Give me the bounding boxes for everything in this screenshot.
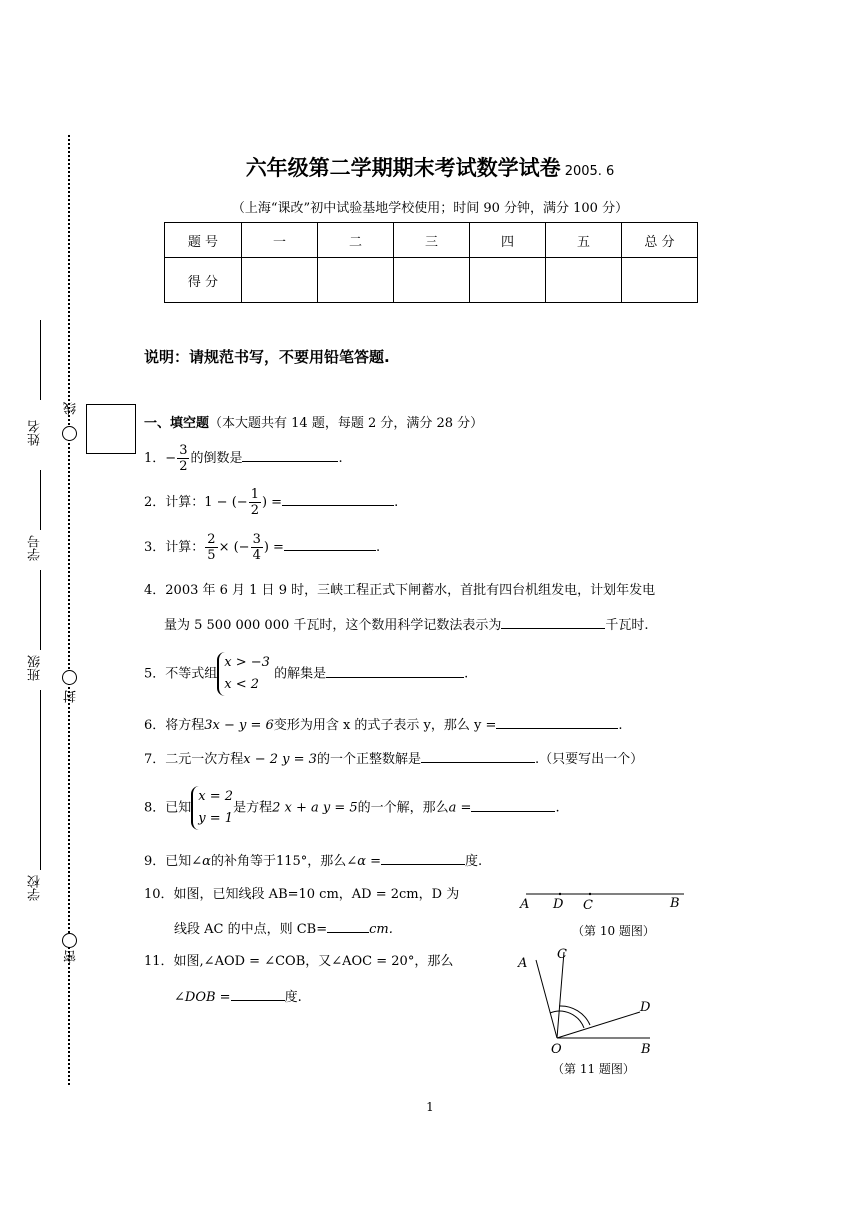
q8-eq-1: x = 2 xyxy=(198,789,234,804)
q5-end: . xyxy=(464,666,469,682)
q8-equation: 2 x + a y = 5 xyxy=(272,800,358,816)
fig10-label-a: A xyxy=(520,897,530,912)
q5-inequality-2: x < 2 xyxy=(224,677,260,692)
q3-numerator-1: 2 xyxy=(207,532,216,547)
section-heading xyxy=(144,412,483,431)
figure-10-segment xyxy=(516,884,696,916)
score-cell[interactable] xyxy=(622,258,698,303)
section-title: 一、填空题 xyxy=(144,416,210,431)
q3-denominator-2: 4 xyxy=(252,548,261,563)
seat-number-box xyxy=(86,404,136,454)
question-1 xyxy=(144,443,343,474)
q5-text: 的解集是 xyxy=(274,666,327,682)
q7-end: .（只要写出一个） xyxy=(534,752,644,767)
name-label: 姓名 xyxy=(28,420,43,446)
q5-inequality-1: x > −3 xyxy=(224,655,270,670)
point-d xyxy=(559,893,561,895)
ray-od xyxy=(557,1012,640,1038)
student-id-label: 学号 xyxy=(28,535,43,561)
score-col-3: 三 xyxy=(394,223,470,258)
class-underline xyxy=(40,570,41,650)
q1-fraction xyxy=(177,443,189,474)
score-row1-label: 题 号 xyxy=(165,223,242,258)
q11-angle: ∠DOB = xyxy=(174,990,231,1005)
question-4-line-2 xyxy=(164,616,649,634)
q1-denominator: 2 xyxy=(179,459,188,474)
score-cell[interactable] xyxy=(470,258,546,303)
q9-end: 度. xyxy=(465,854,483,869)
question-5 xyxy=(144,652,468,696)
fig11-label-a: A xyxy=(518,956,528,971)
q9-number: 9．已知 xyxy=(144,854,192,869)
binding-circle-line xyxy=(62,426,77,441)
q9-value: 115° xyxy=(275,854,308,869)
q7-text: 的一个正整数解是 xyxy=(316,752,421,767)
ray-oc xyxy=(557,952,564,1038)
q9-answer-blank[interactable] xyxy=(381,852,465,865)
fig11-label-o: O xyxy=(551,1042,562,1057)
q9-angle: ∠α xyxy=(191,854,211,869)
q1-text: 的倒数是 xyxy=(190,451,243,466)
q1-answer-blank[interactable] xyxy=(242,449,338,462)
fig10-label-b: B xyxy=(670,896,680,911)
question-9 xyxy=(144,852,482,870)
score-col-total: 总 分 xyxy=(622,223,698,258)
q3-end: . xyxy=(375,540,381,555)
fig11-caption: （第 11 题图） xyxy=(552,1062,635,1076)
fig10-label-c: C xyxy=(583,898,593,913)
question-7 xyxy=(144,750,643,768)
question-11-line-1: 11．如图,∠AOD = ∠COB，又∠AOC = 20°，那么 xyxy=(144,954,454,969)
q3-fraction-2 xyxy=(251,532,263,563)
q3-fraction-1 xyxy=(205,532,217,563)
school-underline xyxy=(40,690,41,870)
score-col-4: 四 xyxy=(470,223,546,258)
q2-expr-post: ) = xyxy=(261,495,283,510)
q9-text-1: 的补角等于 xyxy=(210,854,276,869)
q5-number: 5．不等式组 xyxy=(144,666,218,682)
score-row2-label: 得 分 xyxy=(165,258,242,303)
q7-equation: x − 2 y = 3 xyxy=(243,752,317,767)
question-3 xyxy=(144,532,380,563)
q2-denominator: 2 xyxy=(250,503,259,518)
q8-equation-system xyxy=(191,786,233,830)
q2-end: . xyxy=(394,495,399,510)
q6-number: 6．将方程 xyxy=(144,718,205,733)
margin-secret-label: 密 xyxy=(64,950,79,963)
question-2 xyxy=(144,487,398,518)
name-underline xyxy=(40,320,41,400)
ray-oa xyxy=(536,960,557,1038)
score-cell[interactable] xyxy=(394,258,470,303)
q7-number: 7．二元一次方程 xyxy=(144,752,244,767)
exam-date: 2005. 6 xyxy=(564,164,615,179)
page-number: 1 xyxy=(426,1100,434,1114)
q6-answer-blank[interactable] xyxy=(496,716,618,729)
student-id-underline xyxy=(40,470,41,530)
q9-text-2: ，那么 xyxy=(307,854,347,869)
question-6 xyxy=(144,716,623,734)
q8-answer-blank[interactable] xyxy=(471,799,555,812)
q1-end: . xyxy=(338,451,343,466)
q8-text-1: 是方程 xyxy=(233,800,273,816)
q3-answer-blank[interactable] xyxy=(284,538,376,551)
q3-expr-post: ) = xyxy=(263,540,284,555)
q9-angle-2: ∠α = xyxy=(346,854,382,869)
fig11-label-c: C xyxy=(557,947,567,962)
fig11-label-b: B xyxy=(641,1042,651,1057)
binding-circle-seal xyxy=(62,670,77,685)
exam-subtitle: （上海“课改”初中试验基地学校使用；时间 90 分钟，满分 100 分） xyxy=(231,201,629,216)
instruction-note: 说明：请规范书写，不要用铅笔答题. xyxy=(144,348,390,366)
fig11-label-d: D xyxy=(640,1000,651,1015)
binding-circle-secret xyxy=(62,933,77,948)
q8-variable: a = xyxy=(448,800,472,816)
q4-end: 千瓦时. xyxy=(605,618,649,633)
class-label: 班级 xyxy=(28,655,43,681)
q2-fraction xyxy=(249,487,261,518)
q8-eq-2: y = 1 xyxy=(198,811,234,826)
q10-text: 线段 AC 的中点，则 CB= xyxy=(174,922,328,937)
q10-unit: cm. xyxy=(369,922,393,937)
q3-expr-mid: × (− xyxy=(218,540,250,555)
q6-equation: 3x − y = 6 xyxy=(204,718,274,733)
score-col-1: 一 xyxy=(242,223,318,258)
section-desc: （本大题共有 14 题，每题 2 分，满分 28 分） xyxy=(209,416,484,431)
q7-answer-blank[interactable] xyxy=(421,750,535,763)
fig10-caption: （第 10 题图） xyxy=(572,924,655,938)
score-cell[interactable] xyxy=(242,258,318,303)
q2-number: 2．计算： xyxy=(144,495,205,510)
question-4-line-1: 4．2003 年 6 月 1 日 9 时，三峡工程正式下闸蓄水，首批有四台机组发电，计划年发电 xyxy=(144,583,656,598)
fig10-label-d: D xyxy=(553,897,564,912)
q8-end: . xyxy=(555,800,560,816)
q2-numerator: 1 xyxy=(250,487,259,502)
q5-inequality-system xyxy=(217,652,270,696)
q4-answer-blank[interactable] xyxy=(501,616,605,629)
margin-seal-label: 封 xyxy=(64,690,79,703)
school-label: 学校 xyxy=(28,875,43,901)
question-10-line-1: 10．如图，已知线段 AB=10 cm，AD = 2cm，D 为 xyxy=(144,887,460,902)
q2-answer-blank[interactable] xyxy=(282,493,394,506)
exam-title xyxy=(0,152,860,182)
q6-end: . xyxy=(618,718,623,733)
score-cell[interactable] xyxy=(318,258,394,303)
margin-line-label: 线 xyxy=(64,402,79,415)
angle-arc-aod xyxy=(550,1011,584,1028)
score-table xyxy=(164,222,698,303)
q10-answer-blank[interactable] xyxy=(327,920,369,933)
q3-denominator-1: 5 xyxy=(207,548,216,563)
q11-answer-blank[interactable] xyxy=(231,988,285,1001)
q3-numerator-2: 3 xyxy=(252,532,261,547)
q11-end: 度. xyxy=(284,990,302,1005)
q4-text: 量为 5 500 000 000 千瓦时，这个数用科学记数法表示为 xyxy=(164,618,502,633)
title-text: 六年级第二学期期末考试数学试卷 xyxy=(245,156,561,180)
q3-number: 3．计算： xyxy=(144,540,205,555)
score-cell[interactable] xyxy=(546,258,622,303)
q8-text-2: 的一个解，那么 xyxy=(357,800,449,816)
q5-answer-blank[interactable] xyxy=(326,665,464,678)
q8-number: 8．已知 xyxy=(144,800,192,816)
question-10-line-2 xyxy=(174,920,393,938)
q1-numerator: 3 xyxy=(179,443,188,458)
question-8 xyxy=(144,786,560,830)
q2-expr-pre: 1 − (− xyxy=(204,495,248,510)
q1-number: 1． xyxy=(144,451,166,466)
q6-text: 变形为用含 x 的式子表示 y，那么 y = xyxy=(273,718,497,733)
score-col-5: 五 xyxy=(546,223,622,258)
point-c xyxy=(589,893,591,895)
q1-minus: − xyxy=(165,451,177,466)
question-11-line-2 xyxy=(174,988,302,1006)
score-col-2: 二 xyxy=(318,223,394,258)
